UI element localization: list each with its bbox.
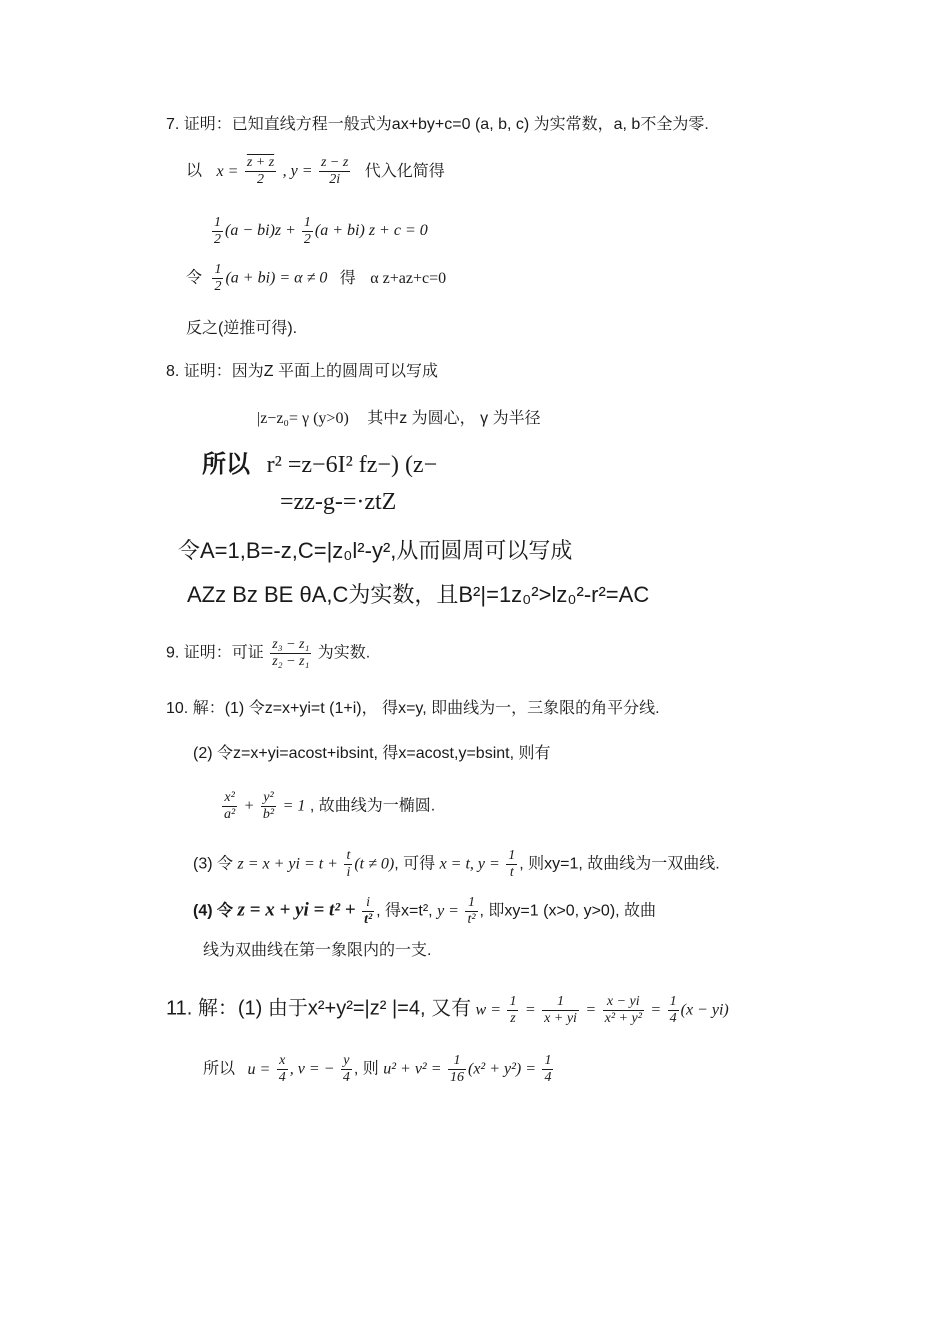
p10-ell-plus: +: [243, 797, 255, 815]
p10-ell-d2: b²: [262, 807, 275, 822]
p10-l3-expr: z = x + yi = t +: [237, 855, 338, 873]
p11-eq1: =: [524, 1001, 536, 1019]
p7-y-num: z − z: [320, 155, 349, 170]
p10-l4-cont: 线为双曲线在第一象限内的一支.: [203, 942, 432, 959]
p10-ellipse-line: [220, 790, 435, 823]
p11-tail: (x − yi): [680, 1001, 729, 1019]
p11-r1: [448, 1053, 466, 1086]
p11-prefix: 11. 解：(1) 由于x²+y²=|z² |=4, 又有: [166, 997, 472, 1020]
p9-num: z₃ − z₁: [272, 637, 310, 652]
p10-line2: (2) 令z=x+yi=acost+ibsint, 得x=acost,y=bsint, 则有: [193, 745, 551, 762]
p11-r2: [542, 1053, 553, 1086]
p11-then: , 则: [353, 1060, 379, 1078]
p7-y-den: 2i: [329, 172, 341, 187]
p9-line: [166, 637, 370, 670]
p11-r2d: 4: [544, 1070, 552, 1085]
p11-line2: [203, 1053, 555, 1086]
p10-ell-d1: a²: [224, 807, 236, 822]
p7-half-1-den: 2: [214, 232, 221, 247]
p10-l4-yfrac: [465, 895, 477, 928]
p8-so-line2: =zz-g-=·ztZ: [280, 489, 397, 515]
p11-ud: 4: [278, 1070, 286, 1085]
p8-result-line: AZz Bz BE θA,C为实数，且B²|=1z₀²>lz₀²-r²=AC: [187, 582, 650, 607]
p10-l4-mid: , 得x=t²,: [376, 902, 433, 920]
p10-l4-yd: t²: [467, 912, 476, 927]
p10-l3-yn: 1: [508, 848, 516, 863]
p11-f4d: 4: [669, 1011, 677, 1026]
p7-x-num: z + z: [246, 155, 275, 170]
p10-l4-yn: 1: [465, 895, 477, 912]
p7-let-half: [212, 262, 223, 295]
p7-y-fraction: [319, 155, 350, 188]
p11-v-lhs: , v = −: [289, 1060, 335, 1078]
p8-circle-eq: |z−z₀= γ (y>0): [257, 410, 349, 427]
p11-f2: [542, 994, 579, 1027]
p11-vfrac: [341, 1053, 352, 1086]
p8-title: 8. 证明：因为Z 平面上的圆周可以写成: [166, 363, 439, 380]
p8-let-line: 令A=1,B=-z,C=|z₀l²-y²,从而圆周可以写成: [178, 538, 573, 563]
p7-half-1: [212, 215, 223, 248]
p11-r-mid: (x² + y²) =: [467, 1060, 537, 1078]
p10-l3-xy: x = t, y =: [439, 855, 500, 873]
p10-l3-fn: t: [346, 848, 351, 863]
p10-ell-n2: y²: [261, 790, 276, 807]
p11-eq3: =: [650, 1001, 662, 1019]
p7-half-2-den: 2: [303, 232, 311, 247]
p10-l4-expr: z = x + yi = t² +: [237, 899, 356, 921]
p10-l4-prefix: (4) 令: [193, 902, 234, 920]
p9-prefix: 9. 证明：可证: [166, 644, 264, 662]
p11-uv: u² + v² =: [383, 1060, 442, 1078]
p10-ell-eq: = 1: [282, 797, 306, 815]
p11-f2d: x + yi: [544, 1011, 577, 1026]
p10-ell-frac2: [261, 790, 276, 823]
p11-un: x: [277, 1053, 288, 1070]
p11-f3n: x − yi: [603, 994, 644, 1011]
p7-y-lhs: , y =: [282, 162, 313, 180]
p9-suffix: 为实数.: [317, 644, 371, 662]
p11-f4: [668, 994, 679, 1027]
p11-f4n: 1: [669, 994, 677, 1009]
p7-substitution-line: [186, 155, 445, 188]
p11-r2n: 1: [544, 1053, 552, 1068]
p10-ell-text: , 故曲线为一椭圆.: [309, 797, 436, 815]
p7-equation: [210, 215, 428, 248]
p9-den: z₂ − z₁: [272, 654, 310, 669]
p7-eq-part1: (a − bi)z +: [225, 222, 296, 240]
p10-l3-prefix: (3) 令: [193, 855, 234, 873]
p10-l3-mid: , 可得: [394, 855, 436, 873]
p7-let-line: [186, 262, 446, 295]
p11-ufrac: [277, 1053, 288, 1086]
p10-l4-y: y =: [437, 902, 459, 920]
p8-so-label: 所以: [202, 451, 250, 478]
p7-sub-suffix: 代入化简得: [364, 162, 445, 180]
p10-ell-n1: x²: [222, 790, 237, 807]
p10-l3-end: , 则xy=1, 故曲线为一双曲线.: [519, 855, 720, 873]
p8-so-line: [202, 450, 437, 480]
p11-r1n: 1: [448, 1053, 466, 1070]
p10-l4-frac: [362, 895, 374, 928]
p10-l4-fd: t²: [364, 912, 373, 927]
p7-half-1-num: 1: [214, 215, 221, 230]
p7-x-den: 2: [257, 172, 264, 187]
p8-circle-line: [257, 408, 541, 430]
p7-sub-prefix: 以: [186, 162, 203, 180]
p7-converse: 反之(逆推可得).: [186, 320, 298, 337]
p7-let-prefix: 令: [186, 269, 203, 287]
p10-l3-cond: (t ≠ 0): [354, 855, 395, 873]
p11-r1d: 16: [449, 1070, 464, 1085]
p7-let-half-den: 2: [214, 279, 222, 294]
p11-f1d: z: [510, 1011, 516, 1026]
p10-l4-end: , 即xy=1 (x>0, y>0), 故曲: [479, 902, 657, 920]
p10-l3-yd: t: [509, 865, 514, 880]
p10-line3: [193, 848, 720, 881]
p11-vd: 4: [342, 1070, 350, 1085]
p7-half-2-num: 1: [303, 215, 311, 230]
p11-eq2: =: [585, 1001, 597, 1019]
p8-so-expr: r² =z−6I² fz−) (z−: [266, 452, 438, 478]
p7-title: 7. 证明：已知直线方程一般式为ax+by+c=0 (a, b, c) 为实常数，a, b不全为零.: [166, 116, 709, 133]
p11-vn: y: [341, 1053, 352, 1070]
p7-let-half-num: 1: [214, 262, 222, 277]
p7-half-2: [302, 215, 313, 248]
p10-line1: 10. 解：(1) 令z=x+yi=t (1+i)， 得x=y, 即曲线为一，三象限的角平分线.: [166, 700, 660, 717]
p7-eq-part2: (a + bi) z + c = 0: [314, 222, 428, 240]
p8-circle-desc: 其中z 为圆心， γ 为半径: [367, 410, 541, 427]
p10-line4: [193, 895, 656, 928]
p11-f1: [507, 994, 518, 1027]
p9-fraction: [270, 637, 311, 670]
p10-ell-frac1: [222, 790, 237, 823]
p11-f3d: x² + y²: [604, 1011, 642, 1026]
p11-so: 所以: [203, 1060, 236, 1078]
p10-l3-frac: [344, 848, 352, 881]
p11-f1n: 1: [509, 994, 517, 1009]
p7-let-get: 得: [339, 269, 356, 287]
p10-l3-yfrac: [506, 848, 517, 881]
p7-x-lhs: x =: [216, 162, 239, 180]
p7-let-result: α z+az+c=0: [370, 269, 447, 287]
p11-f3: [603, 994, 644, 1027]
p10-l3-fd: i: [346, 865, 351, 880]
p10-l4-fn: i: [362, 895, 374, 912]
p11-line1: [166, 994, 729, 1027]
p11-w-lhs: w =: [475, 1001, 501, 1019]
p7-x-fraction: [245, 155, 276, 188]
p11-u-lhs: u =: [247, 1060, 271, 1078]
p7-let-expr: (a + bi) = α ≠ 0: [225, 269, 328, 287]
p11-f2n: 1: [542, 994, 579, 1011]
